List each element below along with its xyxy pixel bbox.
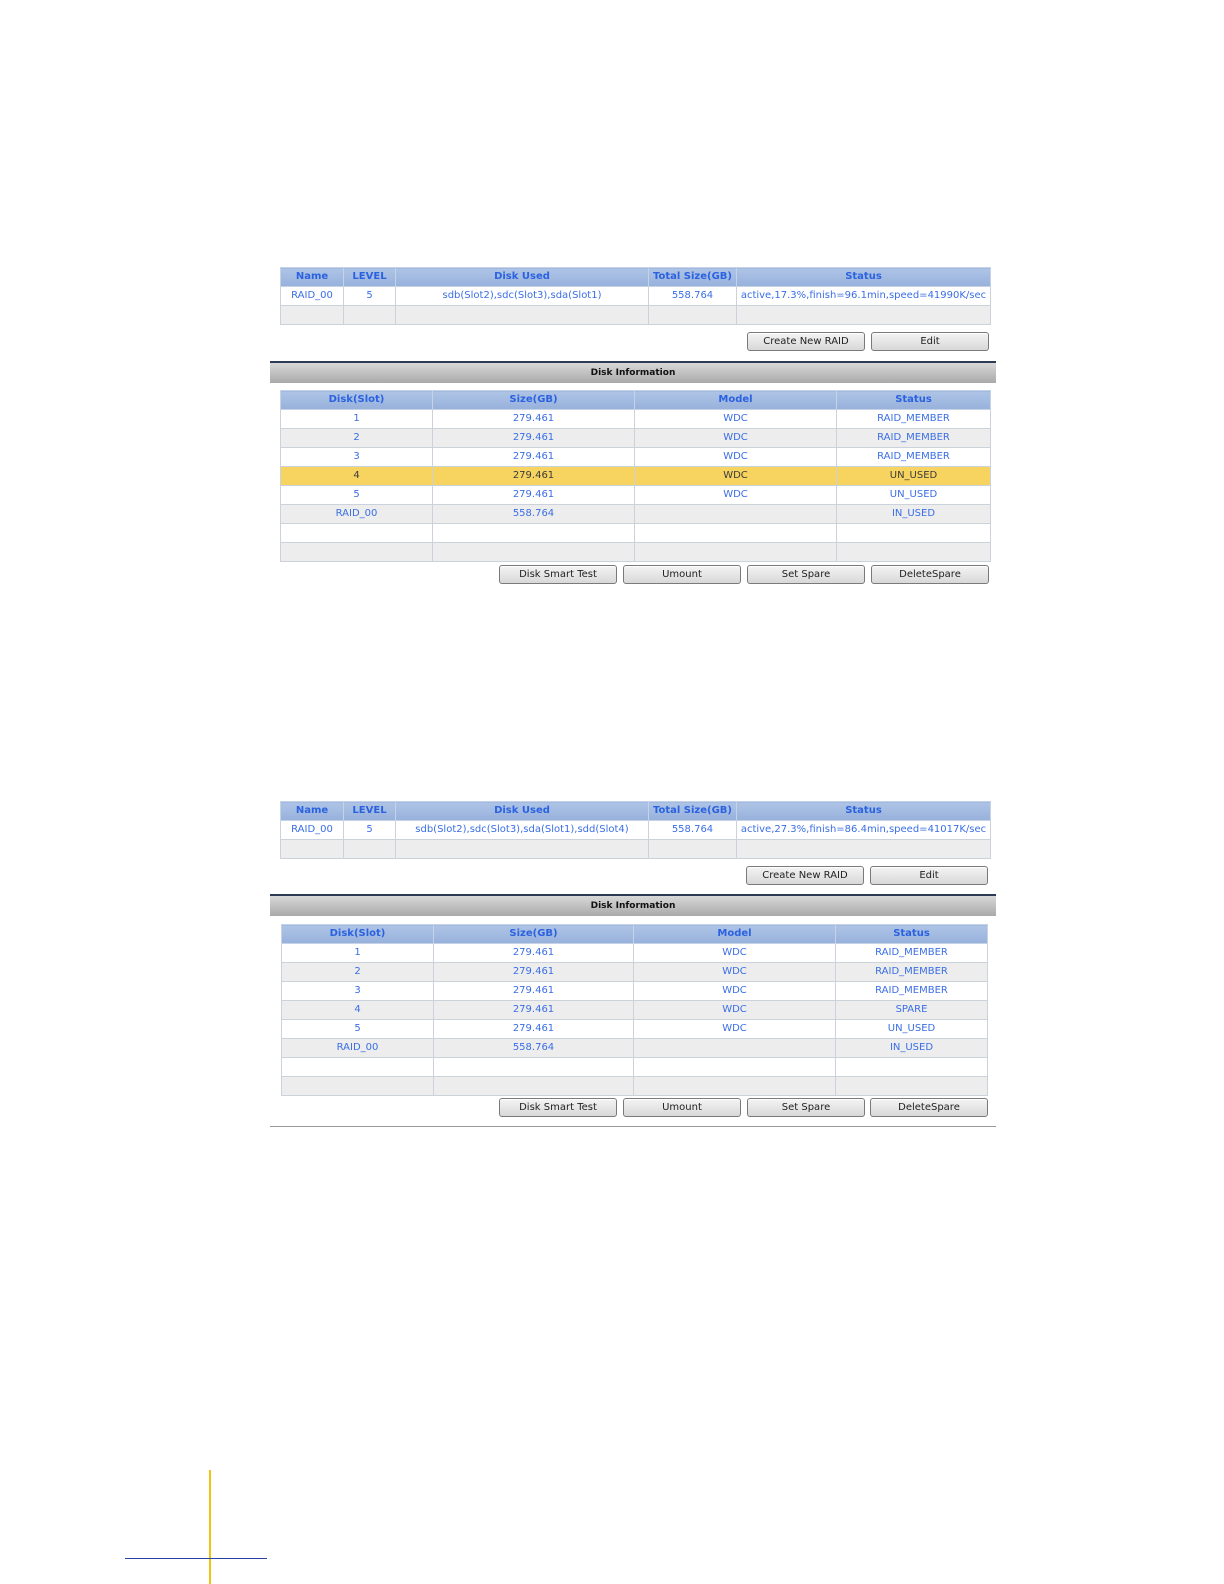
disk-table [281,924,988,1096]
col-header-size: Size(GB) [433,391,635,410]
page-margin-vertical-rule [209,1470,211,1584]
table-row[interactable] [282,982,988,1001]
cell-disk-used: sdb(Slot2),sdc(Slot3),sda(Slot1),sdd(Slot4) [396,821,649,840]
raid-table-header [281,268,991,287]
cell-model: WDC [635,448,837,467]
cell-empty [433,524,635,543]
table-row[interactable] [281,410,991,429]
raid-panel-2 [270,800,996,1130]
raid-table [280,801,991,859]
raid-panel-1 [270,266,996,586]
set-spare-button[interactable]: Set Spare [747,565,865,584]
cell-disk-slot: 1 [282,944,434,963]
delete-spare-button[interactable]: DeleteSpare [870,1098,988,1117]
table-row-selected[interactable] [281,467,991,486]
table-row[interactable] [281,486,991,505]
cell-empty [281,524,433,543]
col-header-level: LEVEL [344,802,396,821]
cell-name: RAID_00 [281,287,344,306]
cell-model: WDC [634,944,836,963]
cell-empty [635,524,837,543]
cell-empty [634,1077,836,1096]
col-header-total-size: Total Size(GB) [649,802,737,821]
create-new-raid-button[interactable]: Create New RAID [746,866,864,885]
col-header-status: Status [737,802,991,821]
disk-button-row [270,565,996,584]
panel-bottom-divider [270,1126,996,1127]
cell-disk-slot: 3 [282,982,434,1001]
table-row[interactable] [281,306,991,325]
table-row[interactable] [281,287,991,306]
create-new-raid-button[interactable]: Create New RAID [747,332,865,351]
table-row[interactable] [281,524,991,543]
cell-empty [281,306,344,325]
col-header-disk-slot: Disk(Slot) [282,925,434,944]
raid-table [280,267,991,325]
col-header-level: LEVEL [344,268,396,287]
cell-status: IN_USED [836,1039,988,1058]
cell-total-size: 558.764 [649,821,737,840]
cell-model: WDC [635,486,837,505]
cell-empty [634,1058,836,1077]
col-header-disk-slot: Disk(Slot) [281,391,433,410]
cell-model [634,1039,836,1058]
cell-total-size: 558.764 [649,287,737,306]
col-header-size: Size(GB) [434,925,634,944]
table-row[interactable] [282,1001,988,1020]
cell-disk-slot: RAID_00 [282,1039,434,1058]
cell-model: WDC [634,1020,836,1039]
cell-disk-used: sdb(Slot2),sdc(Slot3),sda(Slot1) [396,287,649,306]
cell-model: WDC [635,429,837,448]
disk-information-header: Disk Information [270,361,996,383]
cell-model: WDC [634,982,836,1001]
cell-status: UN_USED [837,467,991,486]
cell-size: 279.461 [433,429,635,448]
col-header-disk-used: Disk Used [396,802,649,821]
disk-smart-test-button[interactable]: Disk Smart Test [499,565,617,584]
cell-size: 279.461 [433,448,635,467]
cell-empty [282,1058,434,1077]
cell-empty [282,1077,434,1096]
col-header-disk-used: Disk Used [396,268,649,287]
col-header-model: Model [635,391,837,410]
col-header-status: Status [737,268,991,287]
delete-spare-button[interactable]: DeleteSpare [871,565,989,584]
cell-disk-slot: 4 [282,1001,434,1020]
cell-empty [836,1077,988,1096]
table-row[interactable] [281,505,991,524]
disk-smart-test-button[interactable]: Disk Smart Test [499,1098,617,1117]
cell-status: RAID_MEMBER [837,410,991,429]
cell-size: 279.461 [434,1001,634,1020]
table-row[interactable] [282,1039,988,1058]
cell-status: RAID_MEMBER [837,448,991,467]
edit-button[interactable]: Edit [870,866,988,885]
cell-empty [737,840,991,859]
cell-disk-slot: 3 [281,448,433,467]
table-row[interactable] [281,429,991,448]
col-header-status: Status [837,391,991,410]
cell-empty [837,543,991,562]
cell-disk-slot: 4 [281,467,433,486]
cell-status: RAID_MEMBER [836,982,988,1001]
set-spare-button[interactable]: Set Spare [747,1098,865,1117]
table-row[interactable] [282,944,988,963]
cell-level: 5 [344,821,396,840]
cell-name: RAID_00 [281,821,344,840]
cell-size: 279.461 [433,486,635,505]
cell-status: IN_USED [837,505,991,524]
cell-empty [396,306,649,325]
cell-size: 279.461 [434,944,634,963]
cell-size: 279.461 [433,410,635,429]
disk-table-header [281,391,991,410]
cell-status: UN_USED [837,486,991,505]
col-header-status: Status [836,925,988,944]
cell-empty [434,1077,634,1096]
cell-size: 279.461 [433,467,635,486]
table-row[interactable] [282,1077,988,1096]
umount-button[interactable]: Umount [623,1098,741,1117]
cell-size: 279.461 [434,982,634,1001]
cell-empty [649,306,737,325]
table-row[interactable] [281,821,991,840]
cell-status: SPARE [836,1001,988,1020]
raid-button-row [270,866,996,885]
cell-status: RAID_MEMBER [836,944,988,963]
table-row[interactable] [282,1020,988,1039]
raid-table-header [281,802,991,821]
col-header-total-size: Total Size(GB) [649,268,737,287]
cell-level: 5 [344,287,396,306]
cell-empty [281,543,433,562]
cell-empty [344,306,396,325]
cell-model [635,505,837,524]
table-row[interactable] [281,840,991,859]
disk-button-row [270,1098,996,1117]
cell-model: WDC [635,467,837,486]
table-row[interactable] [282,1058,988,1077]
cell-empty [434,1058,634,1077]
cell-disk-slot: RAID_00 [281,505,433,524]
table-row[interactable] [281,543,991,562]
cell-size: 558.764 [434,1039,634,1058]
cell-disk-slot: 1 [281,410,433,429]
cell-model: WDC [634,963,836,982]
cell-status: UN_USED [836,1020,988,1039]
cell-empty [396,840,649,859]
table-row[interactable] [281,448,991,467]
cell-model: WDC [635,410,837,429]
cell-empty [837,524,991,543]
cell-status: active,27.3%,finish=86.4min,speed=41017K/sec [737,821,991,840]
cell-model: WDC [634,1001,836,1020]
table-row[interactable] [282,963,988,982]
col-header-model: Model [634,925,836,944]
cell-status: RAID_MEMBER [836,963,988,982]
page-margin-horizontal-rule [125,1558,267,1559]
cell-empty [649,840,737,859]
disk-information-header: Disk Information [270,894,996,916]
cell-status: active,17.3%,finish=96.1min,speed=41990K/sec [737,287,991,306]
edit-button[interactable]: Edit [871,332,989,351]
cell-status: RAID_MEMBER [837,429,991,448]
col-header-name: Name [281,268,344,287]
cell-disk-slot: 2 [282,963,434,982]
cell-disk-slot: 5 [282,1020,434,1039]
cell-empty [836,1058,988,1077]
cell-empty [737,306,991,325]
cell-size: 558.764 [433,505,635,524]
cell-empty [281,840,344,859]
cell-disk-slot: 5 [281,486,433,505]
umount-button[interactable]: Umount [623,565,741,584]
cell-empty [635,543,837,562]
cell-disk-slot: 2 [281,429,433,448]
cell-empty [344,840,396,859]
cell-empty [433,543,635,562]
raid-button-row [270,332,996,351]
cell-size: 279.461 [434,963,634,982]
cell-size: 279.461 [434,1020,634,1039]
col-header-name: Name [281,802,344,821]
disk-table-header [282,925,988,944]
disk-table [280,390,991,562]
